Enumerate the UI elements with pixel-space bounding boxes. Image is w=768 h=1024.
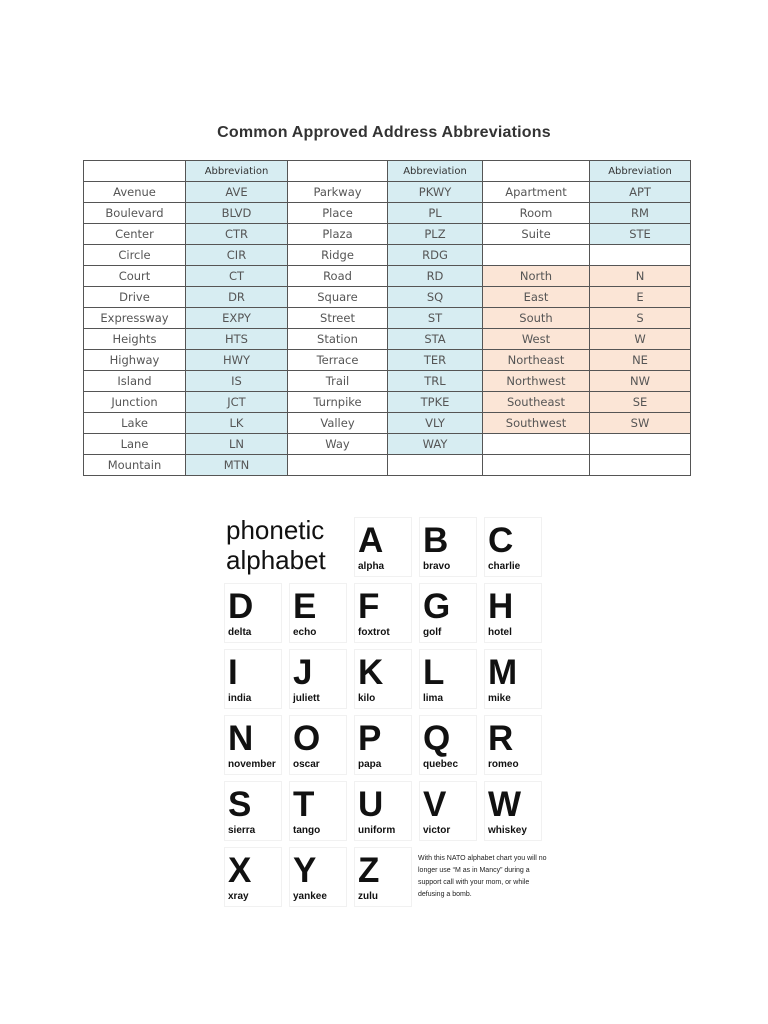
table-row bbox=[84, 245, 691, 266]
table-row bbox=[84, 350, 691, 371]
table-row bbox=[84, 308, 691, 329]
abbreviation-cell: E bbox=[590, 287, 691, 308]
abbreviation-cell: TRL bbox=[388, 371, 483, 392]
abbreviation-cell: LK bbox=[186, 413, 288, 434]
tile-code-word: yankee bbox=[293, 891, 327, 902]
abbreviation-cell: RDG bbox=[388, 245, 483, 266]
tile-code-word: kilo bbox=[358, 693, 376, 704]
street-type-cell: Plaza bbox=[288, 224, 388, 245]
letter-tile-q bbox=[419, 715, 477, 775]
table-row bbox=[84, 182, 691, 203]
abbreviation-cell: RM bbox=[590, 203, 691, 224]
abbreviation-cell: APT bbox=[590, 182, 691, 203]
abbreviation-cell: PKWY bbox=[388, 182, 483, 203]
abbreviation-cell: HTS bbox=[186, 329, 288, 350]
abbreviation-cell: AVE bbox=[186, 182, 288, 203]
street-type-cell: Circle bbox=[84, 245, 186, 266]
table-header-row bbox=[84, 161, 691, 182]
tile-letter: Y bbox=[293, 851, 317, 890]
street-type-cell: South bbox=[483, 308, 590, 329]
tile-code-word: tango bbox=[293, 825, 321, 836]
letter-tile-i bbox=[224, 649, 282, 709]
letter-tile-n bbox=[224, 715, 282, 775]
abbreviation-cell: NW bbox=[590, 371, 691, 392]
abbreviation-cell: IS bbox=[186, 371, 288, 392]
abbreviation-cell: WAY bbox=[388, 434, 483, 455]
table-row bbox=[84, 329, 691, 350]
tile-code-word: papa bbox=[358, 759, 382, 770]
letter-tile-w bbox=[484, 781, 542, 841]
tile-letter: V bbox=[423, 785, 447, 824]
abbreviation-cell: RD bbox=[388, 266, 483, 287]
tile-code-word: charlie bbox=[488, 561, 521, 572]
tile-code-word: mike bbox=[488, 693, 511, 704]
tile-code-word: juliett bbox=[293, 693, 320, 704]
street-type-cell: Southeast bbox=[483, 392, 590, 413]
abbreviation-cell bbox=[590, 434, 691, 455]
table-row bbox=[84, 392, 691, 413]
tile-code-word: echo bbox=[293, 627, 317, 638]
table-row bbox=[84, 203, 691, 224]
street-type-cell: Center bbox=[84, 224, 186, 245]
letter-tile-z bbox=[354, 847, 412, 907]
abbreviation-cell: PL bbox=[388, 203, 483, 224]
tile-letter: F bbox=[358, 587, 380, 626]
street-type-cell: Square bbox=[288, 287, 388, 308]
street-type-cell: Apartment bbox=[483, 182, 590, 203]
street-type-cell bbox=[483, 434, 590, 455]
street-type-cell: Trail bbox=[288, 371, 388, 392]
street-type-cell: Way bbox=[288, 434, 388, 455]
abbreviation-cell: DR bbox=[186, 287, 288, 308]
tile-letter: L bbox=[423, 653, 445, 692]
tile-code-word: oscar bbox=[293, 759, 320, 770]
abbreviation-cell: ST bbox=[388, 308, 483, 329]
blank-header bbox=[288, 161, 388, 182]
street-type-cell: Valley bbox=[288, 413, 388, 434]
blank-header bbox=[84, 161, 186, 182]
abbreviation-cell bbox=[590, 245, 691, 266]
tile-code-word: whiskey bbox=[488, 825, 527, 836]
street-type-cell: Station bbox=[288, 329, 388, 350]
tile-letter: O bbox=[293, 719, 321, 758]
abbreviation-cell bbox=[388, 455, 483, 476]
table-row bbox=[84, 413, 691, 434]
letter-tile-m bbox=[484, 649, 542, 709]
street-type-cell: Boulevard bbox=[84, 203, 186, 224]
tile-letter: Q bbox=[423, 719, 451, 758]
tile-code-word: zulu bbox=[358, 891, 378, 902]
abbreviation-cell: EXPY bbox=[186, 308, 288, 329]
street-type-cell: Avenue bbox=[84, 182, 186, 203]
abbreviation-header: Abbreviation bbox=[388, 161, 483, 182]
letter-tile-l bbox=[419, 649, 477, 709]
letter-tile-o bbox=[289, 715, 347, 775]
abbreviation-header: Abbreviation bbox=[590, 161, 691, 182]
letter-tile-j bbox=[289, 649, 347, 709]
street-type-cell: Southwest bbox=[483, 413, 590, 434]
phonetic-title-line-1: phonetic bbox=[226, 515, 325, 545]
phonetic-title-line-2: alphabet bbox=[226, 545, 326, 575]
abbreviation-cell: S bbox=[590, 308, 691, 329]
letter-tile-v bbox=[419, 781, 477, 841]
street-type-cell: Road bbox=[288, 266, 388, 287]
phonetic-alphabet-chart bbox=[222, 513, 546, 909]
tile-letter: G bbox=[423, 587, 451, 626]
abbreviation-cell: STA bbox=[388, 329, 483, 350]
street-type-cell bbox=[483, 245, 590, 266]
street-type-cell: Terrace bbox=[288, 350, 388, 371]
letter-tile-f bbox=[354, 583, 412, 643]
abbreviation-cell: BLVD bbox=[186, 203, 288, 224]
abbreviation-cell: CTR bbox=[186, 224, 288, 245]
letter-tile-d bbox=[224, 583, 282, 643]
letter-tile-g bbox=[419, 583, 477, 643]
abbreviation-cell bbox=[590, 455, 691, 476]
street-type-cell: Island bbox=[84, 371, 186, 392]
tile-code-word: victor bbox=[423, 825, 451, 836]
letter-tile-a bbox=[354, 517, 412, 577]
tile-letter: W bbox=[488, 785, 522, 824]
abbreviations-table bbox=[83, 160, 691, 476]
tile-letter: S bbox=[228, 785, 252, 824]
street-type-cell: Lane bbox=[84, 434, 186, 455]
street-type-cell: Place bbox=[288, 203, 388, 224]
street-type-cell: Suite bbox=[483, 224, 590, 245]
tile-code-word: romeo bbox=[488, 759, 519, 770]
tile-code-word: lima bbox=[423, 693, 444, 704]
tile-code-word: bravo bbox=[423, 561, 451, 572]
table-row bbox=[84, 287, 691, 308]
tile-letter: C bbox=[488, 521, 514, 560]
abbreviation-cell: CT bbox=[186, 266, 288, 287]
street-type-cell: Court bbox=[84, 266, 186, 287]
tile-letter: M bbox=[488, 653, 518, 692]
page-title: Common Approved Address Abbreviations bbox=[217, 124, 551, 141]
letter-tile-r bbox=[484, 715, 542, 775]
tile-code-word: foxtrot bbox=[358, 627, 390, 638]
abbreviation-cell: HWY bbox=[186, 350, 288, 371]
table-row bbox=[84, 224, 691, 245]
tile-code-word: golf bbox=[423, 627, 442, 638]
tile-code-word: uniform bbox=[358, 825, 396, 836]
street-type-cell: Expressway bbox=[84, 308, 186, 329]
abbreviation-cell: PLZ bbox=[388, 224, 483, 245]
letter-tile-x bbox=[224, 847, 282, 907]
tile-code-word: sierra bbox=[228, 825, 256, 836]
tile-code-word: november bbox=[228, 759, 276, 770]
abbreviation-cell: VLY bbox=[388, 413, 483, 434]
table-row bbox=[84, 371, 691, 392]
blank-header bbox=[483, 161, 590, 182]
letter-tile-e bbox=[289, 583, 347, 643]
tile-letter: E bbox=[293, 587, 317, 626]
tile-letter: N bbox=[228, 719, 254, 758]
tile-code-word: delta bbox=[228, 627, 252, 638]
street-type-cell: Parkway bbox=[288, 182, 388, 203]
tile-code-word: xray bbox=[228, 891, 249, 902]
street-type-cell bbox=[483, 455, 590, 476]
tile-letter: Z bbox=[358, 851, 380, 890]
phonetic-title bbox=[226, 515, 351, 575]
street-type-cell: Ridge bbox=[288, 245, 388, 266]
letter-tile-y bbox=[289, 847, 347, 907]
tile-letter: A bbox=[358, 521, 384, 560]
tile-letter: B bbox=[423, 521, 449, 560]
abbreviation-cell: SE bbox=[590, 392, 691, 413]
abbreviation-cell: TPKE bbox=[388, 392, 483, 413]
abbreviation-cell: N bbox=[590, 266, 691, 287]
letter-tile-b bbox=[419, 517, 477, 577]
abbreviation-cell: CIR bbox=[186, 245, 288, 266]
letter-tile-t bbox=[289, 781, 347, 841]
abbreviation-cell: MTN bbox=[186, 455, 288, 476]
tile-code-word: india bbox=[228, 693, 252, 704]
tile-letter: X bbox=[228, 851, 252, 890]
letter-tile-s bbox=[224, 781, 282, 841]
letter-tile-p bbox=[354, 715, 412, 775]
letter-tile-k bbox=[354, 649, 412, 709]
tile-letter: D bbox=[228, 587, 254, 626]
table-row bbox=[84, 434, 691, 455]
street-type-cell: Lake bbox=[84, 413, 186, 434]
abbreviation-cell: JCT bbox=[186, 392, 288, 413]
tile-letter: T bbox=[293, 785, 315, 824]
table-row bbox=[84, 266, 691, 287]
street-type-cell: Northwest bbox=[483, 371, 590, 392]
tile-letter: H bbox=[488, 587, 514, 626]
abbreviation-cell: LN bbox=[186, 434, 288, 455]
tile-letter: U bbox=[358, 785, 384, 824]
tile-letter: P bbox=[358, 719, 382, 758]
abbreviation-cell: TER bbox=[388, 350, 483, 371]
tile-letter: J bbox=[293, 653, 313, 692]
street-type-cell: Northeast bbox=[483, 350, 590, 371]
street-type-cell: North bbox=[483, 266, 590, 287]
letter-tile-c bbox=[484, 517, 542, 577]
tile-letter: K bbox=[358, 653, 384, 692]
abbreviation-cell: STE bbox=[590, 224, 691, 245]
street-type-cell: Junction bbox=[84, 392, 186, 413]
street-type-cell: Turnpike bbox=[288, 392, 388, 413]
abbreviation-cell: SQ bbox=[388, 287, 483, 308]
tile-code-word: quebec bbox=[423, 759, 459, 770]
street-type-cell: Mountain bbox=[84, 455, 186, 476]
letter-tile-h bbox=[484, 583, 542, 643]
tile-letter: I bbox=[228, 653, 238, 692]
table-row bbox=[84, 455, 691, 476]
tile-code-word: hotel bbox=[488, 627, 512, 638]
street-type-cell bbox=[288, 455, 388, 476]
abbreviation-cell: W bbox=[590, 329, 691, 350]
street-type-cell: Street bbox=[288, 308, 388, 329]
street-type-cell: Drive bbox=[84, 287, 186, 308]
abbreviation-header: Abbreviation bbox=[186, 161, 288, 182]
street-type-cell: Room bbox=[483, 203, 590, 224]
abbreviation-cell: NE bbox=[590, 350, 691, 371]
street-type-cell: West bbox=[483, 329, 590, 350]
abbreviation-cell: SW bbox=[590, 413, 691, 434]
street-type-cell: Highway bbox=[84, 350, 186, 371]
tile-code-word: alpha bbox=[358, 561, 385, 572]
street-type-cell: East bbox=[483, 287, 590, 308]
tile-letter: R bbox=[488, 719, 514, 758]
letter-tile-u bbox=[354, 781, 412, 841]
street-type-cell: Heights bbox=[84, 329, 186, 350]
phonetic-note: With this NATO alphabet chart you will no longer use “M as in Mancy” during a support call with your mom, or while defusing a bomb. bbox=[418, 855, 547, 898]
